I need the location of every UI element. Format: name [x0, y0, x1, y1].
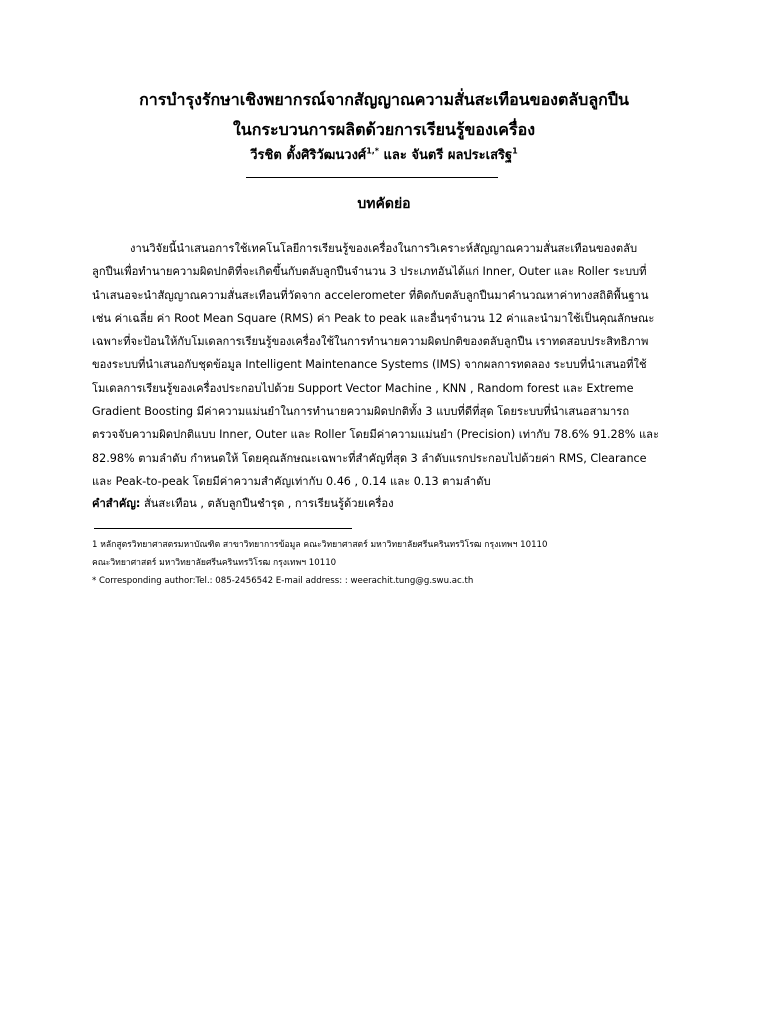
- abstract-line: งานวิจัยนี้นำเสนอการใช้เทคโนโลยีการเรียนรู้ของเครื่องในการวิเคราะห์สัญญาณความสั่นสะเทือนของตลับ: [130, 242, 638, 255]
- abstract-line: เฉพาะที่จะป้อนให้กับโมเดลการเรียนรู้ของเครื่องใช้ในการทำนายความผิดปกติของตลับลูกปืน เราทดสอบประสิทธิภาพ: [92, 335, 649, 349]
- abstract-body: [92, 237, 684, 493]
- abstract-line: โมเดลการเรียนรู้ของเครื่องประกอบไปด้วย Support Vector Machine , KNN , Random forest และ Extreme: [92, 381, 634, 395]
- keywords-text: สั่นสะเทือน , ตลับลูกปืนชำรุด , การเรียนรู้ด้วยเครื่อง: [143, 497, 394, 510]
- author-2: จันตรี ผลประเสริฐ: [411, 148, 513, 163]
- author-line: [0, 147, 768, 165]
- abstract-line: ของระบบที่นำเสนอกับชุดข้อมูล Intelligent Maintenance Systems (IMS) จากผลการทดลอง ระบบที่นำเสนอที่ใช้: [92, 358, 647, 372]
- abstract-line: 82.98% ตามลำดับ กำหนดให้ โดยคุณลักษณะเฉพาะที่สำคัญที่สุด 3 ลำดับแรกประกอบไปด้วยค่า RMS, Clearance: [92, 451, 647, 465]
- footnote-affiliation-2: คณะวิทยาศาสตร์ มหาวิทยาลัยศรีนครินทรวิโรฒ กรุงเทพฯ 10110: [92, 558, 337, 568]
- abstract-line: และ Peak-to-peak โดยมีค่าความสำคัญเท่ากับ 0.46 , 0.14 และ 0.13 ตามลำดับ: [92, 474, 491, 488]
- author-1-affiliation-mark: 1,*: [366, 146, 379, 156]
- author-1: วีรชิต ตั้งศิริวัฒนวงศ์: [250, 148, 367, 163]
- footnote-corresponding-author: * Corresponding author:Tel.: 085-2456542 E-mail address: : weerachit.tung@g.swu.ac.th: [92, 576, 474, 586]
- author-2-affiliation-mark: 1: [512, 146, 518, 156]
- footnote-divider: [94, 528, 352, 529]
- paper-title-line-1: การบำรุงรักษาเชิงพยากรณ์จากสัญญาณความสั่นสะเทือนของตลับลูกปืน: [139, 90, 629, 109]
- keywords: [92, 494, 692, 514]
- abstract-heading: บทคัดย่อ: [357, 196, 411, 212]
- author-conjunction: และ: [383, 148, 407, 163]
- title-divider: [246, 177, 498, 178]
- abstract-line: ตรวจจับความผิดปกติแบบ Inner, Outer และ Roller โดยมีค่าความแม่นยำ (Precision) เท่ากับ 78.6% 91.28% และ: [92, 428, 660, 442]
- keywords-label: คำสำคัญ:: [92, 497, 141, 510]
- footnotes: [92, 536, 692, 590]
- abstract-line: ลูกปืนเพื่อทำนายความผิดปกติที่จะเกิดขึ้นกับตลับลูกปืนจำนวน 3 ประเภทอันได้แก่ Inner, Outer และ Roller ระบบที่: [92, 265, 647, 279]
- footnote-affiliation: 1 หลักสูตรวิทยาศาสตรมหาบัณฑิต สาขาวิทยาการข้อมูล คณะวิทยาศาสตร์ มหาวิทยาลัยศรีนครินทรวิโรฒ กรุงเทพฯ 10110: [92, 540, 548, 550]
- abstract-line: เช่น ค่าเฉลี่ย ค่า Root Mean Square (RMS) ค่า Peak to peak และอื่นๆจำนวน 12 ค่าและนำมาใช้เป็นคุณลักษณะ: [92, 311, 655, 325]
- paper-title-line-2: ในกระบวนการผลิตด้วยการเรียนรู้ของเครื่อง: [232, 120, 536, 139]
- abstract-line: Gradient Boosting มีค่าความแม่นยำในการทำนายความผิดปกติทั้ง 3 แบบที่ดีที่สุด โดยระบบที่นำเสนอสามารถ: [92, 405, 630, 419]
- abstract-line: นำเสนอจะนำสัญญาณความสั่นสะเทือนที่วัดจาก accelerometer ที่ติดกับตลับลูกปืนมาคำนวณหาค่าทางสถิติพื้นฐาน: [92, 288, 649, 302]
